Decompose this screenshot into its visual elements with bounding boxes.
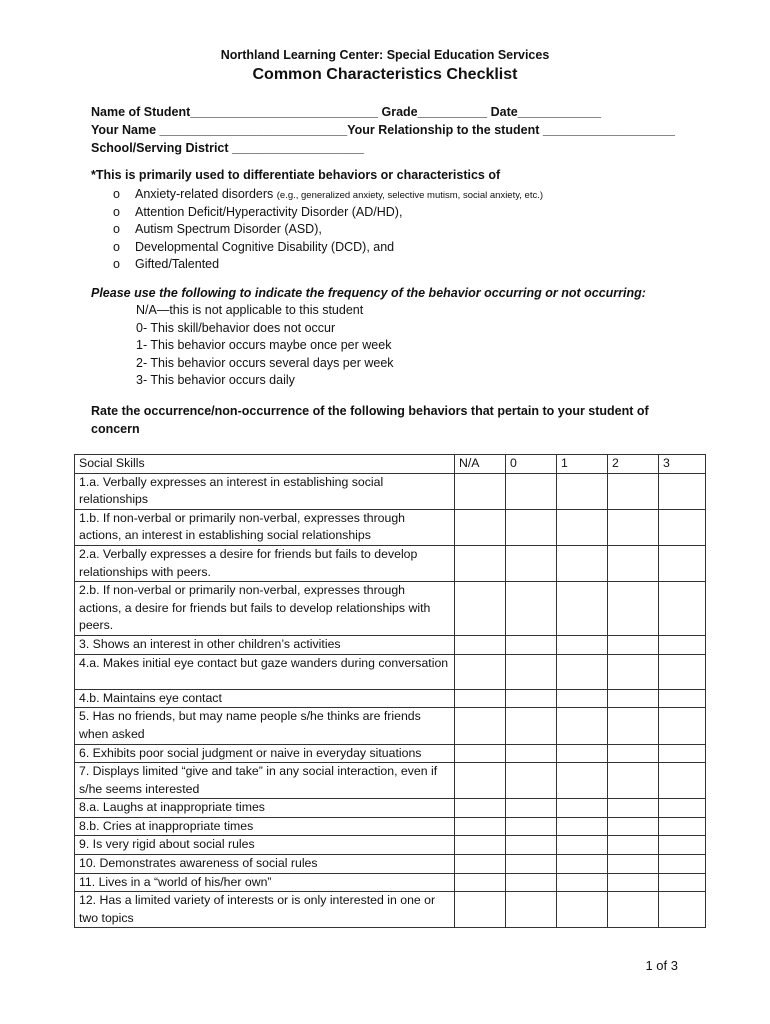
rating-cell-2[interactable] [608, 654, 659, 689]
table-row [75, 708, 706, 744]
rating-cell-2[interactable] [608, 855, 659, 874]
table-row [75, 635, 706, 654]
rating-cell-1[interactable] [557, 689, 608, 708]
condition-item: o Anxiety-related disorders (e.g., generalized anxiety, selective mutism, social anxiety, etc.) [113, 186, 543, 204]
condition-item: o Developmental Cognitive Disability (DCD), and [113, 239, 543, 257]
rating-cell-2[interactable] [608, 892, 659, 928]
frequency-scale [136, 302, 394, 390]
frequency-heading: Please use the following to indicate the frequency of the behavior occurring or not occurring: [91, 286, 646, 300]
table-row [75, 855, 706, 874]
rating-cell-na[interactable] [455, 635, 506, 654]
rating-cell-1[interactable] [557, 763, 608, 799]
rating-cell-1[interactable] [557, 892, 608, 928]
rating-cell-3[interactable] [659, 473, 706, 509]
rating-cell-1[interactable] [557, 744, 608, 763]
rating-cell-0[interactable] [506, 635, 557, 654]
behavior-item: 1.a. Verbally expresses an interest in establishing social relationships [75, 473, 455, 509]
rating-cell-3[interactable] [659, 654, 706, 689]
rating-cell-0[interactable] [506, 855, 557, 874]
rating-cell-2[interactable] [608, 799, 659, 818]
rating-cell-0[interactable] [506, 582, 557, 636]
rating-cell-3[interactable] [659, 892, 706, 928]
rating-cell-0[interactable] [506, 817, 557, 836]
table-row [75, 545, 706, 581]
rating-cell-3[interactable] [659, 744, 706, 763]
social-skills-table [74, 454, 706, 928]
rating-cell-3[interactable] [659, 582, 706, 636]
column-header-0: 0 [506, 455, 557, 474]
page-number: 1 of 3 [645, 958, 678, 973]
rating-cell-na[interactable] [455, 763, 506, 799]
rating-cell-2[interactable] [608, 545, 659, 581]
intro-statement: *This is primarily used to differentiate behaviors or characteristics of [91, 168, 501, 182]
behavior-item: 10. Demonstrates awareness of social rules [75, 855, 455, 874]
rating-cell-1[interactable] [557, 855, 608, 874]
rating-cell-3[interactable] [659, 763, 706, 799]
rate-instruction: Rate the occurrence/non-occurrence of the following behaviors that pertain to your student of concern [91, 404, 649, 436]
behavior-item: 6. Exhibits poor social judgment or naive in everyday situations [75, 744, 455, 763]
behavior-item: 2.b. If non-verbal or primarily non-verbal, expresses through actions, a desire for friends but fails to develop relationships with peers. [75, 582, 455, 636]
column-header-1: 1 [557, 455, 608, 474]
rating-cell-2[interactable] [608, 635, 659, 654]
organization-heading: Northland Learning Center: Special Education Services [220, 48, 550, 62]
rating-cell-0[interactable] [506, 473, 557, 509]
rating-cell-0[interactable] [506, 654, 557, 689]
rating-cell-0[interactable] [506, 836, 557, 855]
rating-cell-2[interactable] [608, 708, 659, 744]
rating-cell-0[interactable] [506, 799, 557, 818]
table-row [75, 836, 706, 855]
rating-cell-3[interactable] [659, 873, 706, 892]
rating-cell-1[interactable] [557, 654, 608, 689]
rating-cell-na[interactable] [455, 582, 506, 636]
rating-cell-2[interactable] [608, 763, 659, 799]
behavior-item: 1.b. If non-verbal or primarily non-verbal, expresses through actions, an interest in establishing social relationships [75, 509, 455, 545]
rating-cell-0[interactable] [506, 763, 557, 799]
rating-cell-2[interactable] [608, 817, 659, 836]
rating-cell-3[interactable] [659, 855, 706, 874]
rating-cell-2[interactable] [608, 744, 659, 763]
behavior-item: 2.a. Verbally expresses a desire for friends but fails to develop relationships with peers. [75, 545, 455, 581]
bullet-icon: o [113, 222, 120, 237]
rating-cell-na[interactable] [455, 473, 506, 509]
scale-item: 1- This behavior occurs maybe once per week [136, 338, 392, 353]
rating-cell-0[interactable] [506, 689, 557, 708]
scale-item: 2- This behavior occurs several days per week [136, 355, 394, 370]
behavior-item: 4.a. Makes initial eye contact but gaze wanders during conversation [75, 654, 455, 689]
rating-cell-3[interactable] [659, 545, 706, 581]
page-title: Common Characteristics Checklist [252, 66, 518, 83]
conditions-list [113, 186, 543, 274]
rating-cell-na[interactable] [455, 873, 506, 892]
table-row [75, 582, 706, 636]
rating-cell-na[interactable] [455, 799, 506, 818]
bullet-icon: o [113, 187, 120, 201]
table-row [75, 892, 706, 928]
rating-cell-0[interactable] [506, 509, 557, 545]
behavior-item: 11. Lives in a “world of his/her own” [75, 873, 455, 892]
bullet-icon: o [113, 239, 120, 254]
rater-name-relationship-line[interactable]: Your Name ___________________________Your Relationship to the student ___________________ [91, 123, 675, 137]
condition-item: o Autism Spectrum Disorder (ASD), [113, 221, 543, 239]
rating-cell-1[interactable] [557, 545, 608, 581]
rating-cell-3[interactable] [659, 708, 706, 744]
table-row [75, 654, 706, 689]
rating-cell-na[interactable] [455, 836, 506, 855]
column-header-na: N/A [455, 455, 506, 474]
behavior-item: 4.b. Maintains eye contact [75, 689, 455, 708]
rating-cell-1[interactable] [557, 582, 608, 636]
rating-cell-0[interactable] [506, 708, 557, 744]
rating-cell-1[interactable] [557, 836, 608, 855]
scale-item: N/A—this is not applicable to this student [136, 303, 364, 317]
rating-cell-0[interactable] [506, 892, 557, 928]
rating-cell-2[interactable] [608, 873, 659, 892]
rating-cell-na[interactable] [455, 509, 506, 545]
scale-item: 3- This behavior occurs daily [136, 373, 295, 388]
rating-cell-na[interactable] [455, 708, 506, 744]
rating-cell-3[interactable] [659, 799, 706, 818]
rating-cell-na[interactable] [455, 545, 506, 581]
table-row [75, 473, 706, 509]
behavior-item: 3. Shows an interest in other children’s activities [75, 635, 455, 654]
condition-note: (e.g., generalized anxiety, selective mutism, social anxiety, etc.) [276, 190, 544, 201]
rating-cell-3[interactable] [659, 689, 706, 708]
behavior-item: 5. Has no friends, but may name people s/he thinks are friends when asked [75, 708, 455, 744]
behavior-item: 7. Displays limited “give and take” in any social interaction, even if s/he seems interested [75, 763, 455, 799]
rating-cell-2[interactable] [608, 689, 659, 708]
bullet-icon: o [113, 257, 120, 272]
rating-cell-1[interactable] [557, 817, 608, 836]
rating-cell-2[interactable] [608, 582, 659, 636]
rating-cell-0[interactable] [506, 873, 557, 892]
student-name-grade-date-line[interactable]: Name of Student___________________________ Grade__________ Date____________ [91, 105, 602, 119]
rating-cell-1[interactable] [557, 509, 608, 545]
rating-cell-na[interactable] [455, 654, 506, 689]
rating-cell-1[interactable] [557, 708, 608, 744]
rating-cell-0[interactable] [506, 744, 557, 763]
rating-cell-na[interactable] [455, 892, 506, 928]
rating-cell-3[interactable] [659, 635, 706, 654]
rating-cell-0[interactable] [506, 545, 557, 581]
behavior-item: 8.a. Laughs at inappropriate times [75, 799, 455, 818]
behavior-item: 9. Is very rigid about social rules [75, 836, 455, 855]
rating-cell-na[interactable] [455, 817, 506, 836]
rating-cell-1[interactable] [557, 635, 608, 654]
rating-cell-3[interactable] [659, 509, 706, 545]
rating-cell-1[interactable] [557, 873, 608, 892]
school-district-line[interactable]: School/Serving District ___________________ [91, 141, 365, 155]
rating-cell-na[interactable] [455, 689, 506, 708]
rating-cell-2[interactable] [608, 473, 659, 509]
student-info-fields [91, 103, 675, 157]
table-row [75, 689, 706, 708]
rating-cell-3[interactable] [659, 817, 706, 836]
condition-item: o Gifted/Talented [113, 256, 543, 274]
condition-item: o Attention Deficit/Hyperactivity Disorder (AD/HD), [113, 204, 543, 222]
column-header-social-skills: Social Skills [75, 455, 455, 474]
rating-cell-na[interactable] [455, 855, 506, 874]
table-row [75, 763, 706, 799]
table-row [75, 799, 706, 818]
rating-cell-2[interactable] [608, 836, 659, 855]
bullet-icon: o [113, 204, 120, 219]
scale-item: 0- This skill/behavior does not occur [136, 320, 336, 335]
behavior-item: 8.b. Cries at inappropriate times [75, 817, 455, 836]
table-row [75, 509, 706, 545]
column-header-2: 2 [608, 455, 659, 474]
behavior-item: 12. Has a limited variety of interests or is only interested in one or two topics [75, 892, 455, 928]
rating-cell-na[interactable] [455, 744, 506, 763]
column-header-3: 3 [659, 455, 706, 474]
rating-cell-2[interactable] [608, 509, 659, 545]
table-header-row [75, 455, 706, 474]
table-row [75, 744, 706, 763]
table-row [75, 817, 706, 836]
rating-cell-1[interactable] [557, 799, 608, 818]
table-row [75, 873, 706, 892]
rating-cell-3[interactable] [659, 836, 706, 855]
rating-cell-1[interactable] [557, 473, 608, 509]
